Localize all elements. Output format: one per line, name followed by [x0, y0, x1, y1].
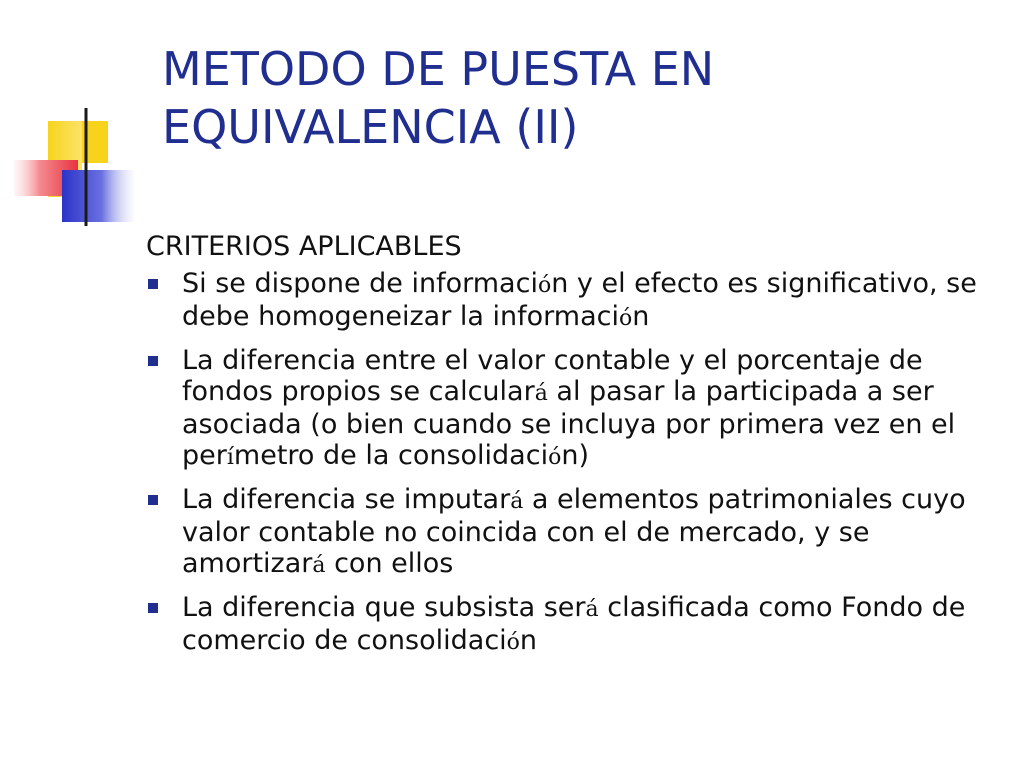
accented-character: á	[534, 381, 548, 406]
text-run: al pasar la participada a ser asociada (o bien cuando se incluya por primera vez en el per	[182, 376, 956, 471]
blue-square	[62, 170, 134, 222]
accented-character: ó	[537, 273, 552, 298]
bullet-item-4	[146, 592, 1006, 658]
bullet-item-1	[146, 268, 1006, 334]
bullet-text	[182, 268, 977, 332]
text-run: clasificada como Fondo de comercio de consolidaci	[182, 592, 966, 656]
accented-character: á	[585, 597, 599, 622]
accented-character: ó	[506, 630, 520, 655]
text-run: La diferencia se imputar	[182, 484, 511, 515]
text-run: La diferencia que subsista ser	[182, 592, 586, 623]
text-run: n y el efecto es significativo, se debe homogeneizar la informaci	[182, 268, 977, 332]
accented-character: ó	[619, 306, 633, 331]
text-run: Si se dispone de informaci	[182, 268, 538, 299]
text-run: con ellos	[325, 548, 454, 579]
text-run: n	[519, 625, 538, 656]
bullet-item-2	[146, 345, 1006, 473]
accented-character: ó	[548, 445, 562, 470]
bullet-list	[146, 268, 1006, 658]
bullet-text	[182, 345, 955, 471]
text-run: a elementos patrimoniales cuyo valor contable no coincida con el de mercado, y se amortizar	[182, 484, 966, 579]
bullet-square-icon	[148, 356, 158, 366]
text-run: n)	[561, 440, 589, 471]
bullet-text	[182, 592, 965, 656]
section-heading: CRITERIOS APLICABLES	[146, 231, 462, 262]
slide-content	[146, 230, 1006, 669]
slide-title	[162, 40, 1002, 156]
bullet-item-3	[146, 484, 1006, 581]
accented-character: á	[510, 489, 524, 514]
bullet-text	[182, 484, 966, 579]
bullet-square-icon	[148, 603, 158, 613]
text-run: La diferencia entre el valor contable y el porcentaje de fondos propios se calcular	[182, 345, 923, 407]
bullet-square-icon	[148, 279, 158, 289]
accented-character: á	[312, 553, 326, 578]
accented-character: í	[226, 445, 234, 470]
title-line-2: EQUIVALENCIA (II)	[162, 100, 579, 154]
title-line-1: METODO DE PUESTA EN	[162, 42, 715, 96]
bullet-square-icon	[148, 495, 158, 505]
text-run: metro de la consolidaci	[233, 440, 549, 471]
text-run: n	[632, 301, 650, 332]
